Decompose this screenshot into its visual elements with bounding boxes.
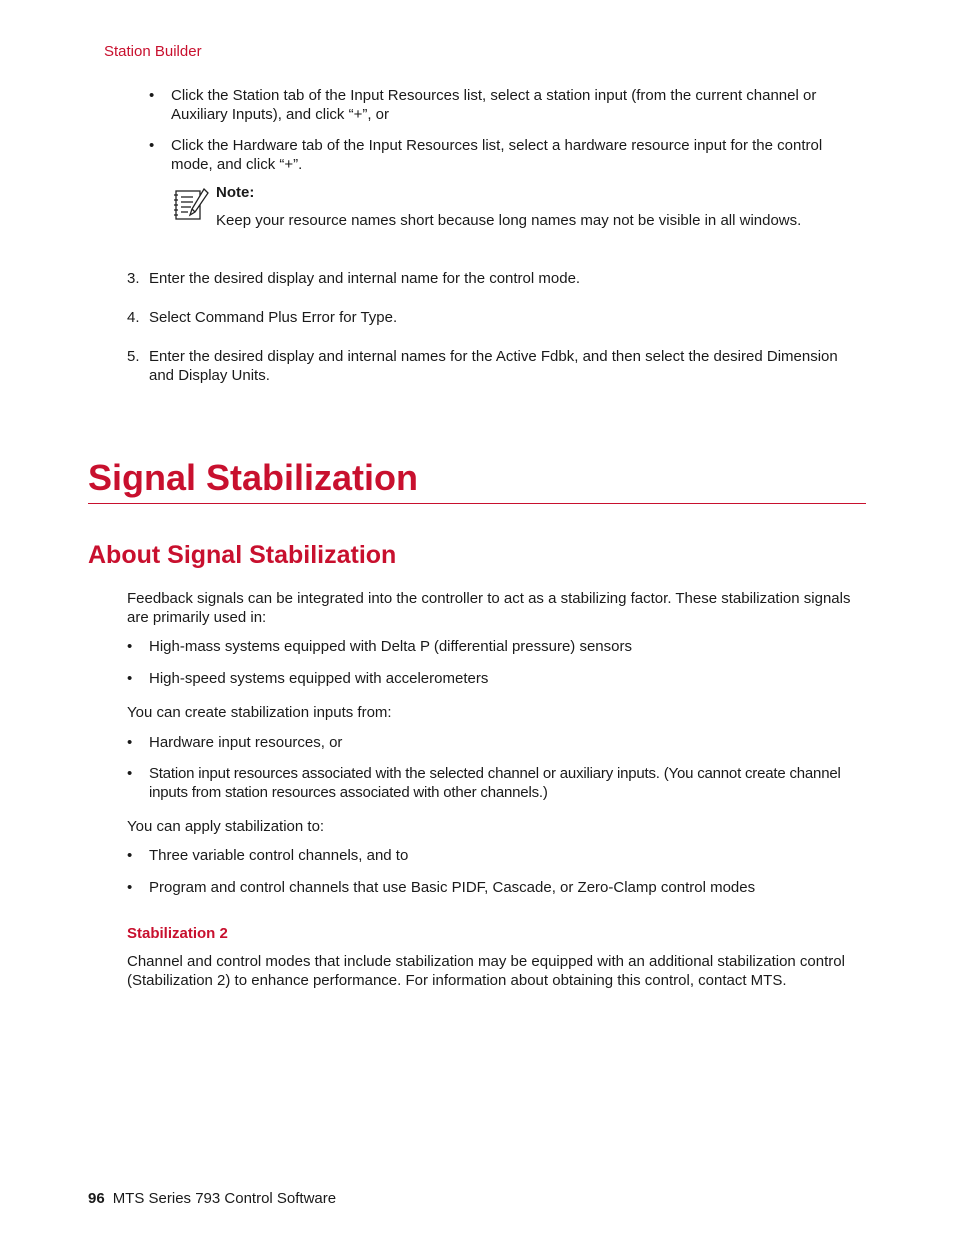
- bullet-glyph: •: [149, 137, 155, 154]
- step-text: Enter the desired display and internal names for the Active Fdbk, and then select the desired Dimension and Display Units.: [149, 348, 838, 384]
- list-item-text: Click the Station tab of the Input Resources list, select a station input (from the current channel or Auxiliary Inputs), and click “+”, or: [171, 87, 817, 123]
- bullet-glyph: •: [127, 670, 133, 687]
- list-item: [127, 348, 866, 385]
- section-subtitle: About Signal Stabilization: [88, 541, 397, 569]
- list-item: [127, 879, 867, 898]
- bullet-glyph: •: [127, 734, 133, 751]
- step-number: 4.: [127, 309, 140, 326]
- list-item-text: Click the Hardware tab of the Input Resources list, select a hardware resource input for the control mode, and click “+”.: [171, 137, 823, 173]
- section-title: Signal Stabilization: [88, 457, 419, 498]
- bullet-glyph: •: [149, 87, 155, 104]
- uses-list: [127, 638, 867, 689]
- list-item-text: Three variable control channels, and to: [149, 847, 409, 864]
- bullet-glyph: •: [127, 879, 133, 896]
- list-item: [127, 847, 867, 866]
- stabilization-2-paragraph: Channel and control modes that include stabilization may be equipped with an additional stabilization control (Stabilization 2) to enhance performance. For information about obtaining this control, contact MTS.: [127, 953, 845, 989]
- apply-list: [127, 847, 867, 898]
- page-footer: [88, 1190, 336, 1207]
- list-item: [127, 765, 867, 802]
- list-item-text: High-mass systems equipped with Delta P (differential pressure) sensors: [149, 638, 632, 655]
- list-item: [127, 670, 867, 689]
- list-item: [127, 734, 867, 753]
- stabilization-2-heading: Stabilization 2: [127, 925, 228, 942]
- list-item-text: Station input resources associated with the selected channel or auxiliary inputs. (You cannot create channel inputs from station resources associated with other channels.): [149, 765, 841, 801]
- create-intro: You can create stabilization inputs from:: [127, 704, 392, 721]
- step-number: 3.: [127, 270, 140, 287]
- bullet-glyph: •: [127, 847, 133, 864]
- list-item-text: Hardware input resources, or: [149, 734, 343, 751]
- list-item: [127, 638, 867, 657]
- step-text: Enter the desired display and internal name for the control mode.: [149, 270, 581, 287]
- apply-intro: You can apply stabilization to:: [127, 818, 325, 835]
- list-item: [127, 270, 866, 289]
- numbered-steps: [127, 270, 866, 385]
- running-header: Station Builder: [104, 43, 202, 60]
- note-pencil-icon: [171, 186, 209, 222]
- intro-paragraph: Feedback signals can be integrated into the controller to act as a stabilizing factor. These stabilization signals are primarily used in:: [127, 590, 851, 626]
- footer-doc-title: MTS Series 793 Control Software: [112, 1190, 337, 1207]
- top-bullet-list: [149, 87, 866, 174]
- list-item-text: Program and control channels that use Basic PIDF, Cascade, or Zero-Clamp control modes: [149, 879, 756, 896]
- list-item-text: High-speed systems equipped with accelerometers: [149, 670, 489, 687]
- note-label: Note:: [216, 184, 255, 201]
- step-number: 5.: [127, 348, 140, 365]
- bullet-glyph: •: [127, 765, 133, 782]
- list-item: [127, 309, 866, 328]
- section-title-rule: [88, 503, 866, 504]
- list-item: [149, 87, 866, 124]
- step-text: Select Command Plus Error for Type.: [149, 309, 398, 326]
- page-number: 96: [88, 1190, 105, 1207]
- create-list: [127, 734, 867, 802]
- bullet-glyph: •: [127, 638, 133, 655]
- list-item: [149, 137, 866, 174]
- note-text: Keep your resource names short because long names may not be visible in all windows.: [216, 212, 802, 229]
